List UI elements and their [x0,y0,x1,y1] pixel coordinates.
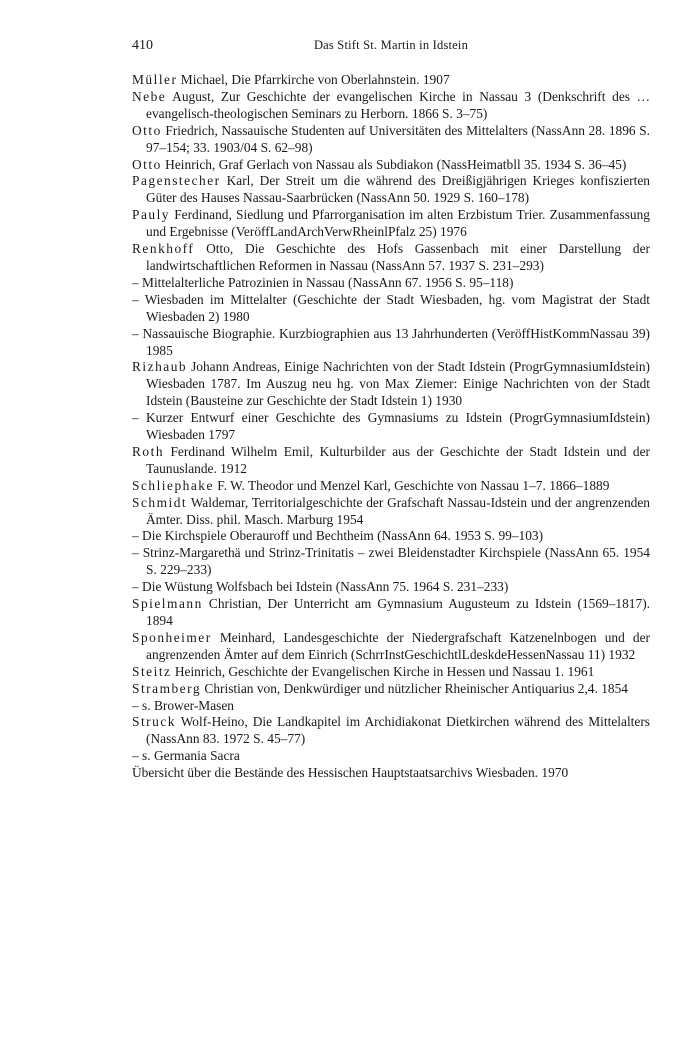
entry-text: Karl, Der Streit um die während des Dreißigjährigen Krieges konfiszierten Güter des Hauses Nassau-Saarbrücken (NassAnn 50. 1929 S. 160–178) [146,173,650,206]
entry-author: Roth [132,443,165,459]
entry-text: Johann Andreas, Einige Nachrichten von der Stadt Idstein (ProgrGymnasiumIdstein) Wiesbaden 1787. Im Auszug neu hg. von Max Ziemer: Einige Nachrichten von der Stadt Idstein (Bausteine zur Geschichte der Stadt Idstein 1) 1930 [146,359,650,409]
bibliography-entry [132,72,650,89]
entry-author: Struck [132,714,176,730]
entry-author: Steitz [132,663,172,679]
entry-author: Schmidt [132,494,188,510]
bibliography-entry [132,444,650,478]
bibliography-entry [132,664,650,681]
bibliography-entry [132,410,650,444]
entry-author: Nebe [132,88,167,104]
entry-author: Müller [132,72,178,87]
bibliography-entry [132,596,650,630]
entry-author: Rizhaub [132,359,188,375]
entry-text: Die Wüstung Wolfsbach bei Idstein (NassAnn 75. 1964 S. 231–233) [138,579,509,595]
bibliography-entry [132,681,650,698]
entry-author: Pauly [132,207,171,223]
bibliography-entry [132,714,650,748]
bibliography-entry [132,275,650,292]
entry-author: Spielmann [132,596,203,612]
bibliography-entry [132,157,650,174]
entry-text: Ferdinand, Siedlung und Pfarrorganisation im alten Erzbistum Trier. Zusammenfassung und Ergebnisse (VeröffLandArchVerwRheinlPfalz 25) 1976 [146,207,650,240]
entry-text: Otto, Die Geschichte des Hofs Gassenbach mit einer Darstellung der landwirtschaftlichen Reformen in Nassau (NassAnn 57. 1937 S. 231–293) [146,241,650,273]
entry-text: Kurzer Entwurf einer Geschichte des Gymnasiums zu Idstein (ProgrGymnasiumIdstein) Wiesbaden 1797 [138,410,650,443]
entry-author: – [132,697,139,713]
entry-text: Wolf-Heino, Die Landkapitel im Archidiakonat Dietkirchen während des Mittelalters (NassAnn 83. 1972 S. 45–77) [146,714,650,747]
entry-text: Michael, Die Pfarrkirche von Oberlahnstein. 1907 [177,72,450,87]
entry-author: – [132,325,139,341]
page-number: 410 [132,38,153,53]
bibliography-entry [132,630,650,664]
bibliography-entry [132,765,650,782]
entry-author: Otto [132,156,162,172]
entry-text: Meinhard, Landesgeschichte der Niedergrafschaft Katzenelnbogen und der angrenzenden Ämter auf dem Einrich (SchrrInstGeschichtlLdeskdeHessenNassau 11) 1932 [146,629,650,662]
entry-text: Ferdinand Wilhelm Emil, Kulturbilder aus der Geschichte der Stadt Idstein und der Taunuslande. 1912 [146,443,650,476]
bibliography-entry [132,89,650,123]
page-header [132,38,650,58]
entry-text: Waldemar, Territorialgeschichte der Grafschaft Nassau-Idstein und der angrenzenden Ämter. Diss. phil. Masch. Marburg 1954 [146,494,650,527]
entry-author: Otto [132,122,162,138]
entry-text: Nassauische Biographie. Kurzbiographien aus 13 Jahrhunderten (VeröffHistKommNassau 39) 1985 [138,325,650,358]
entry-author: Stramberg [132,680,202,696]
bibliography-entry [132,748,650,765]
entry-text: s. Brower-Masen [138,697,235,713]
entry-text: August, Zur Geschichte der evangelischen Kirche in Nassau 3 (Denkschrift des … evangelisch-theologischen Seminars zu Herborn. 1866 S. 3–75) [146,88,650,121]
entry-author: Renkhoff [132,241,195,257]
bibliography-entry [132,528,650,545]
entry-author: Schliephake [132,477,214,493]
entry-author: – [132,410,139,426]
bibliography-entry [132,478,650,495]
entry-author: – [132,274,139,290]
entry-text: Die Kirchspiele Oberauroff und Bechtheim (NassAnn 64. 1953 S. 99–103) [138,528,544,544]
bibliography-entry [132,698,650,715]
entry-text: Christian von, Denkwürdiger und nützlicher Rheinischer Antiquarius 2,4. 1854 [201,680,628,696]
bibliography-entry [132,359,650,410]
entry-author: Pagenstecher [132,173,221,189]
bibliography-entry [132,326,650,360]
running-title: Das Stift St. Martin in Idstein [313,38,469,52]
bibliography-entry [132,123,650,157]
entry-author: – [132,579,139,595]
entry-text: Übersicht über die Bestände des Hessischen Hauptstaatsarchivs Wiesbaden. 1970 [132,765,569,781]
bibliography-entry [132,545,650,579]
entry-text: Christian, Der Unterricht am Gymnasium Augusteum zu Idstein (1569–1817). 1894 [146,596,650,628]
entry-author: – [132,291,139,307]
entry-text: Friedrich, Nassauische Studenten auf Universitäten des Mittelalters (NassAnn 28. 1896 S. 97–154; 33. 1903/04 S. 62–98) [146,122,650,155]
entry-text: Wiesbaden im Mittelalter (Geschichte der Stadt Wiesbaden, hg. vom Magistrat der Stadt Wiesbaden 2) 1980 [138,291,650,324]
entry-text: s. Germania Sacra [138,748,240,764]
bibliography-entry [132,207,650,241]
entry-author: – [132,528,139,544]
entry-author: – [132,545,139,561]
entry-text: Heinrich, Graf Gerlach von Nassau als Subdiakon (NassHeimatbll 35. 1934 S. 36–45) [161,156,627,172]
bibliography-entry [132,292,650,326]
entry-author: – [132,748,139,764]
entry-text: Strinz-Margarethä und Strinz-Trinitatis – zwei Bleidenstadter Kirchspiele (NassAnn 65. 1954 S. 229–233) [138,545,650,578]
bibliography-entry [132,241,650,275]
bibliography-entry [132,173,650,207]
entry-text: F. W. Theodor und Menzel Karl, Geschichte von Nassau 1–7. 1866–1889 [213,477,610,493]
entry-author: Sponheimer [132,629,212,645]
bibliography-entry [132,495,650,529]
entry-text: Mittelalterliche Patrozinien in Nassau (NassAnn 67. 1956 S. 95–118) [138,274,514,290]
entry-text: Heinrich, Geschichte der Evangelischen Kirche in Hessen und Nassau 1. 1961 [171,663,595,679]
bibliography-entry [132,579,650,596]
bibliography-list [132,72,650,782]
